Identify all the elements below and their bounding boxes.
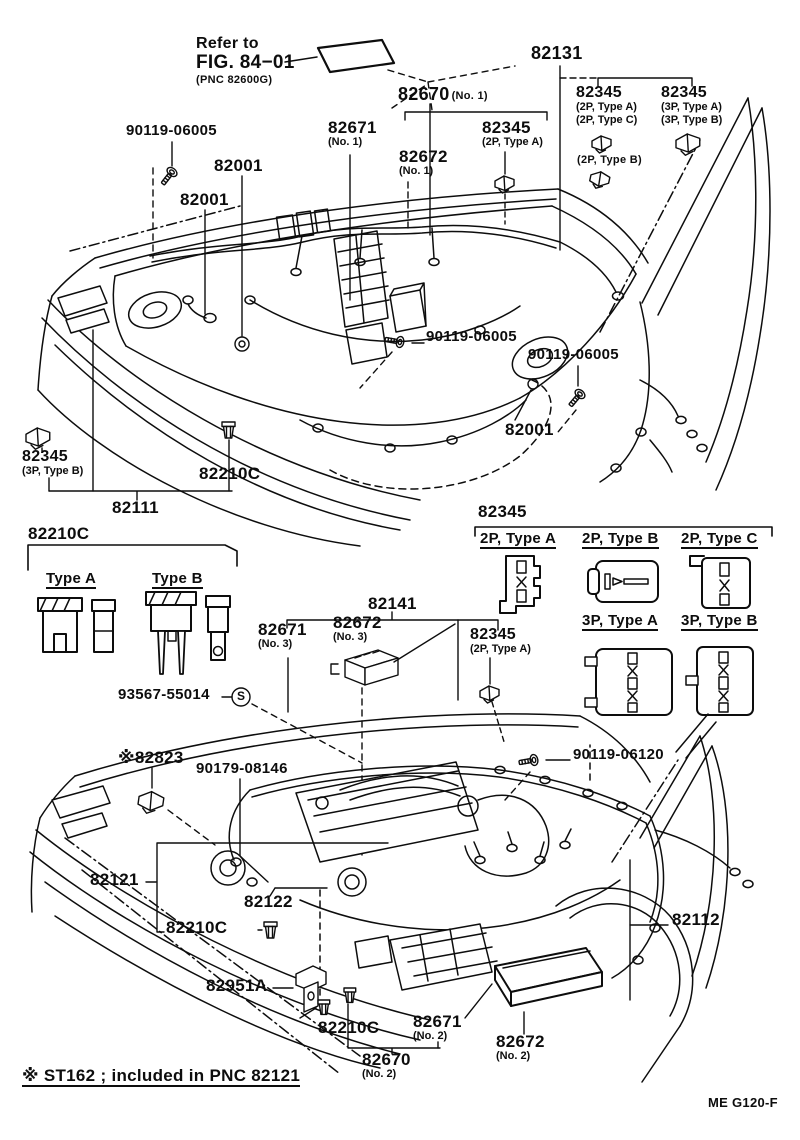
fuse-table-art xyxy=(28,545,237,674)
part-82001-c-text: 82001 xyxy=(505,420,554,439)
part-82672-no2-text: 82672 xyxy=(496,1032,545,1051)
part-90119-06005-b-text: 90119-06005 xyxy=(426,328,517,345)
part-82672-no2-sub-0: (No. 2) xyxy=(496,1050,531,1063)
col-3p-type-a-text: 3P, Type A xyxy=(582,613,658,631)
col-2p-type-b-text: 2P, Type B xyxy=(582,531,659,549)
refer-note-line2-text: FIG. 84−01 xyxy=(196,52,295,73)
part-82670-no1-qualifier: (No. 1) xyxy=(451,90,488,102)
col-2p-type-c-text: 2P, Type C xyxy=(681,531,758,549)
col-2p-type-a-text: 2P, Type A xyxy=(480,531,556,549)
fuse-type-b-text: Type B xyxy=(152,571,203,589)
col-3p-type-b-text: 3P, Type B xyxy=(681,613,758,631)
refer-note-line1-text: Refer to xyxy=(196,35,259,52)
circled-s-icon: S xyxy=(237,689,246,703)
part-82671-no3-text: 82671 xyxy=(258,620,307,639)
part-82345-2pa-top-sub-0: (2P, Type A) xyxy=(482,136,543,149)
part-82345-3pa-3pb-sub-0: (3P, Type A) xyxy=(661,101,722,114)
caption-2p-type-b-text: (2P, Type B) xyxy=(577,154,642,166)
part-82670-no2-text: 82670 xyxy=(362,1050,411,1069)
part-82122-text: 82122 xyxy=(244,892,293,911)
part-82001-a-text: 82001 xyxy=(214,156,263,175)
part-82210c-bot-text: 82210C xyxy=(318,1018,380,1037)
part-82141-text: 82141 xyxy=(368,594,417,613)
part-82345-3pa-3pb-text: 82345 xyxy=(661,84,707,101)
part-82671-no1-text: 82671 xyxy=(328,118,377,137)
plate-code-text: ME G120-F xyxy=(708,1095,778,1110)
lower-car-art xyxy=(30,714,753,1082)
part-82345-2pa-mid-text: 82345 xyxy=(470,626,516,643)
part-90179-08146-text: 90179-08146 xyxy=(196,760,288,777)
part-82671-no2-text: 82671 xyxy=(413,1012,462,1031)
part-82671-no1-sub-0: (No. 1) xyxy=(328,136,363,149)
part-82670-no1-text: 82670 xyxy=(398,84,450,104)
part-90119-06120-text: 90119-06120 xyxy=(573,746,664,763)
part-90119-06005-c-text: 90119-06005 xyxy=(528,346,619,363)
part-82345-3pa-3pb-sub-1: (3P, Type B) xyxy=(661,113,723,126)
upper-car-art xyxy=(38,40,770,546)
part-82823-text: ※82823 xyxy=(118,748,184,767)
part-82001-b-text: 82001 xyxy=(180,190,229,209)
part-90119-06005-a-text: 90119-06005 xyxy=(126,122,217,139)
part-82672-no3-sub-0: (No. 3) xyxy=(333,631,368,644)
connector-table-art xyxy=(475,527,772,715)
part-82670-no2-sub-0: (No. 2) xyxy=(362,1068,397,1081)
part-82210c-mid-text: 82210C xyxy=(166,918,228,937)
footnote-text: ※ ST162 ; included in PNC 82121 xyxy=(22,1067,300,1087)
part-82672-no3-text: 82672 xyxy=(333,613,382,632)
part-82672-no1-text: 82672 xyxy=(399,147,448,166)
part-82345-2pa-2pc-sub-1: (2P, Type C) xyxy=(576,113,638,126)
part-82671-no3-sub-0: (No. 3) xyxy=(258,638,293,651)
part-82671-no2-sub-0: (No. 2) xyxy=(413,1030,448,1043)
part-82345-3pb-left-sub-0: (3P, Type B) xyxy=(22,465,84,478)
part-82345-2pa-mid-sub-0: (2P, Type A) xyxy=(470,643,531,656)
part-82345-2pa-2pc-text: 82345 xyxy=(576,84,622,101)
part-82345-2pa-2pc-sub-0: (2P, Type A) xyxy=(576,101,637,114)
part-82111-text: 82111 xyxy=(112,498,159,517)
table-82345-title-text: 82345 xyxy=(478,502,527,521)
part-82210c-top-text: 82210C xyxy=(199,464,261,483)
part-82121-text: 82121 xyxy=(90,870,139,889)
part-82345-2pa-top-text: 82345 xyxy=(482,118,531,137)
part-82112-text: 82112 xyxy=(672,910,720,929)
part-82345-3pb-left-text: 82345 xyxy=(22,448,68,465)
refer-note-line3-text: (PNC 82600G) xyxy=(196,74,273,86)
part-82672-no1-sub-0: (No. 1) xyxy=(399,165,434,178)
part-82951a-text: 82951A xyxy=(206,976,268,995)
fuse-type-a-text: Type A xyxy=(46,571,96,589)
part-93567-55014-text: 93567-55014 xyxy=(118,686,210,703)
part-82131-text: 82131 xyxy=(531,43,583,63)
box-82210c-title-text: 82210C xyxy=(28,524,90,543)
